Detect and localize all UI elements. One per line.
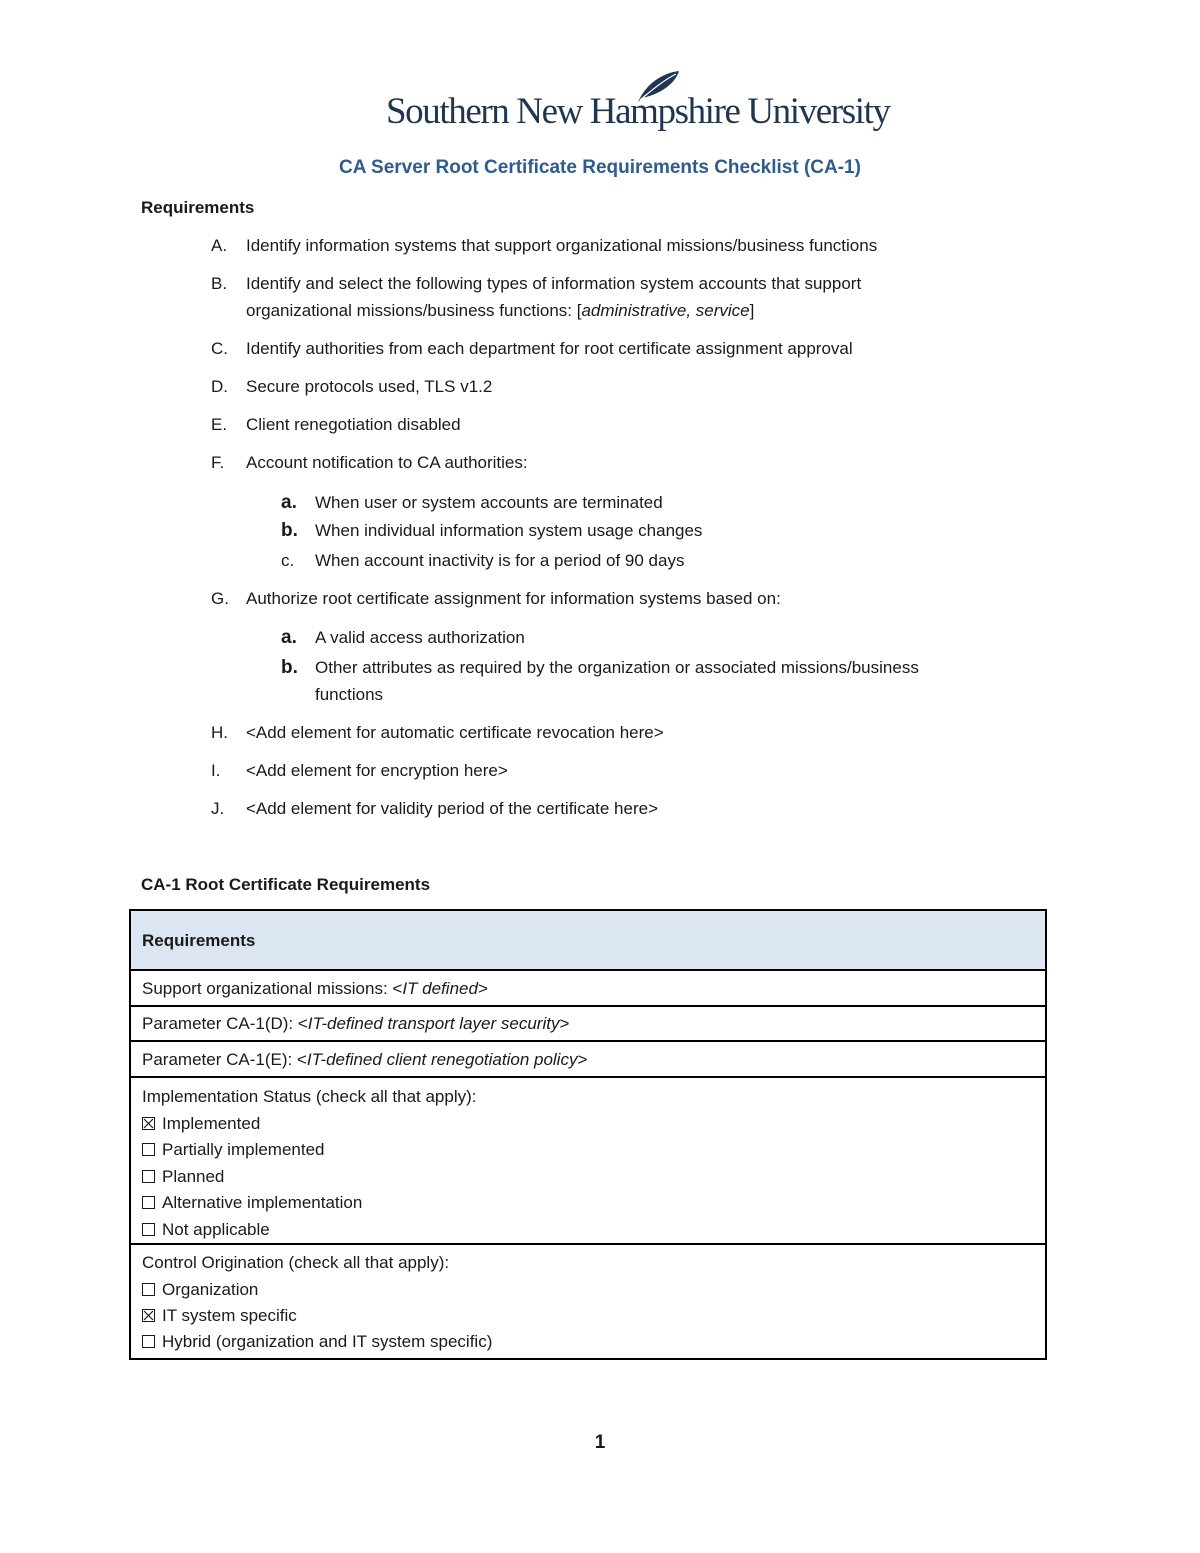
page-number: 1 [594, 1432, 606, 1453]
item-marker: E. [211, 415, 228, 434]
item-marker: D. [211, 377, 228, 396]
checkbox-icon[interactable] [142, 1170, 155, 1183]
item-marker: C. [211, 339, 228, 358]
checkbox-option[interactable]: Partially implemented [142, 1140, 325, 1160]
implementation-status-label: Implementation Status (check all that apply): [142, 1087, 477, 1106]
checkbox-option[interactable]: Planned [142, 1167, 224, 1187]
item-marker: I. [211, 761, 221, 780]
university-logo [386, 70, 890, 140]
sub-item-marker: c. [281, 551, 295, 570]
sub-item-marker: a. [281, 627, 297, 648]
sub-item-text-continued: functions [315, 685, 384, 704]
checkbox-icon[interactable] [142, 1335, 155, 1348]
item-text: Identify information systems that support organizational missions/business functions [246, 236, 878, 255]
implementation-status-row [131, 1078, 1045, 1245]
item-text: Secure protocols used, TLS v1.2 [246, 377, 493, 396]
item-marker: A. [211, 236, 228, 255]
item-text: Authorize root certificate assignment for information systems based on: [246, 589, 781, 608]
item-marker: B. [211, 274, 228, 293]
sub-item-text: A valid access authorization [315, 628, 525, 647]
requirements-table [129, 909, 1047, 1360]
item-text: <Add element for automatic certificate revocation here> [246, 723, 664, 742]
sub-item-marker: b. [281, 657, 298, 678]
checkbox-icon[interactable] [142, 1283, 155, 1296]
sub-item-marker: b. [281, 520, 298, 541]
item-marker: J. [211, 799, 225, 818]
table-header: Requirements [142, 931, 256, 950]
sub-item-marker: a. [281, 492, 297, 513]
support-missions-cell: Support organizational missions: <IT defined> [142, 979, 488, 998]
checkbox-option[interactable]: Organization [142, 1280, 258, 1300]
control-origination-row [131, 1245, 1045, 1358]
item-marker: F. [211, 453, 225, 472]
checkbox-icon[interactable] [142, 1223, 155, 1236]
requirements-heading: Requirements [141, 198, 255, 217]
item-marker: H. [211, 723, 228, 742]
checkbox-option[interactable]: Alternative implementation [142, 1193, 362, 1213]
item-text: <Add element for validity period of the certificate here> [246, 799, 659, 818]
item-text: Client renegotiation disabled [246, 415, 461, 434]
checkbox-option[interactable]: Implemented [142, 1114, 260, 1134]
item-text: Account notification to CA authorities: [246, 453, 528, 472]
checkbox-icon[interactable] [142, 1196, 155, 1209]
parameter-e-cell: Parameter CA-1(E): <IT-defined client renegotiation policy> [142, 1050, 588, 1069]
checkbox-option[interactable]: IT system specific [142, 1306, 297, 1326]
control-origination-label: Control Origination (check all that apply): [142, 1253, 450, 1272]
sub-item-text: When user or system accounts are terminated [315, 493, 663, 512]
item-text: Identify authorities from each department for root certificate assignment approval [246, 339, 853, 358]
table-row [131, 1007, 1045, 1042]
item-text: Identify and select the following types of information system accounts that support [246, 274, 862, 293]
parameter-d-cell: Parameter CA-1(D): <IT-defined transport layer security> [142, 1014, 570, 1033]
sub-item-text: Other attributes as required by the organization or associated missions/business [315, 658, 919, 677]
item-text-continued: organizational missions/business functions: [administrative, service] [246, 301, 755, 320]
item-marker: G. [211, 589, 229, 608]
checkbox-option[interactable]: Hybrid (organization and IT system specific) [142, 1332, 492, 1352]
checkbox-checked-icon[interactable] [142, 1117, 155, 1130]
logo-text: Southern New Hampshire University [386, 91, 890, 132]
table-header-row [131, 911, 1045, 971]
sub-item-text: When account inactivity is for a period of 90 days [315, 551, 685, 570]
checkbox-option[interactable]: Not applicable [142, 1220, 270, 1240]
item-text: <Add element for encryption here> [246, 761, 508, 780]
table-row [131, 971, 1045, 1007]
table-row [131, 1042, 1045, 1078]
checkbox-checked-icon[interactable] [142, 1309, 155, 1322]
table-caption: CA-1 Root Certificate Requirements [141, 875, 431, 894]
sub-item-text: When individual information system usage changes [315, 521, 703, 540]
checkbox-icon[interactable] [142, 1143, 155, 1156]
document-title: CA Server Root Certificate Requirements Checklist (CA-1) [339, 157, 861, 178]
